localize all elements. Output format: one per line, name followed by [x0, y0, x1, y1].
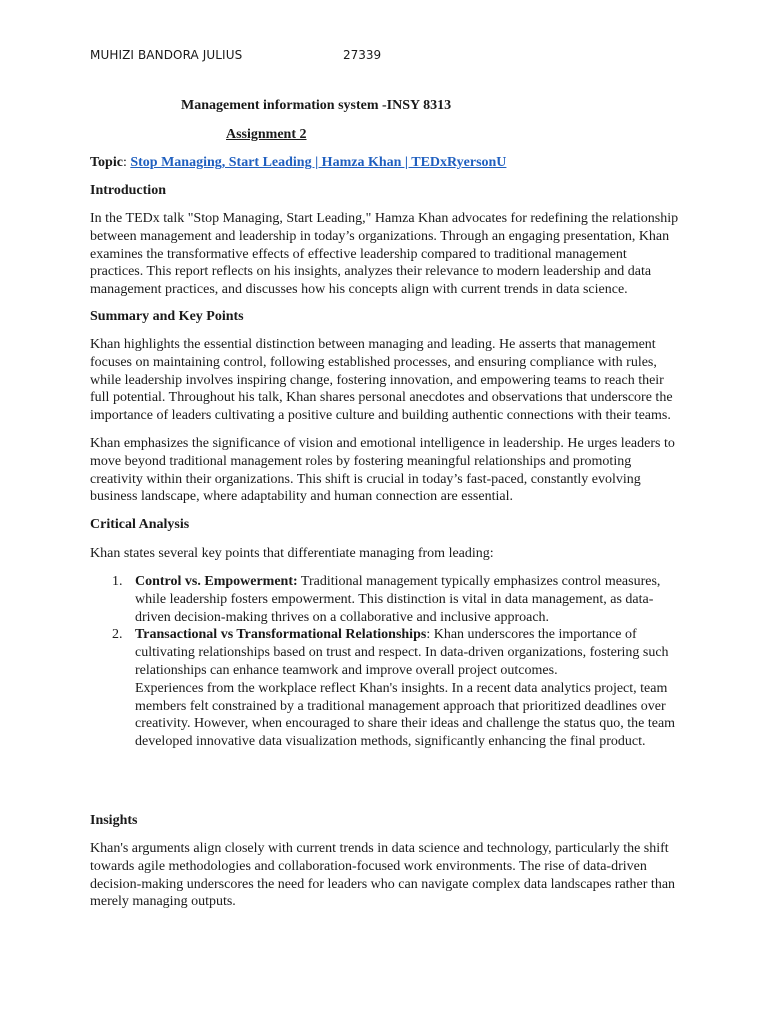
assignment-title: Assignment 2	[226, 127, 307, 142]
topic-link[interactable]: Stop Managing, Start Leading | Hamza Khan | TEDxRyersonU	[130, 155, 507, 170]
summary-heading: Summary and Key Points	[90, 309, 244, 324]
critical-analysis-heading: Critical Analysis	[90, 517, 190, 532]
critical-analysis-intro: Khan states several key points that differentiate managing from leading:	[90, 546, 494, 561]
introduction-paragraph: In the TEDx talk "Stop Managing, Start Leading," Hamza Khan advocates for redefining the relationship between management and leadership in today’s organizations. Through an engaging presentation, Khan examines the transformative effects of effective leadership compared to traditional management practices. This report reflects on his insights, analyzes their relevance to modern leadership and data management practices, and discusses how his concepts align with current trends in data science.	[90, 211, 679, 298]
author-name: MUHIZI BANDORA JULIUS	[90, 48, 243, 62]
list-number: 1.	[112, 574, 123, 589]
topic-line	[90, 155, 506, 171]
list-item	[90, 626, 680, 751]
list-item-text: : Khan underscores the importance of cultivating relationships based on trust and respect. In data-driven organizations, fostering such relationships can enhance teamwork and improve overall project outcomes.	[135, 627, 669, 678]
list-number: 2.	[112, 627, 123, 643]
list-item-title: Control vs. Empowerment:	[135, 574, 298, 589]
list-item-text: Traditional management typically emphasizes control measures, while leadership fosters empowerment. This distinction is vital in data management, as data-driven decision-making thrives on a collaborative and inclusive approach.	[135, 574, 661, 625]
introduction-heading: Introduction	[90, 183, 166, 198]
insights-paragraph: Khan's arguments align closely with current trends in data science and technology, particularly the shift towards agile methodologies and collaboration-focused work environments. The rise of data-driven decision-making underscores the need for leaders who can navigate complex data landscapes rather than merely managing outputs.	[90, 841, 676, 910]
student-id: 27339	[343, 48, 382, 62]
list-item	[90, 573, 680, 626]
summary-paragraph-1: Khan highlights the essential distinction between managing and leading. He asserts that management focuses on maintaining control, following established processes, and ensuring compliance with rules, while leadership involves inspiring change, fostering innovation, and empowering teams to reach their full potential. Throughout his talk, Khan shares personal anecdotes and observations that underscore the importance of leaders cultivating a positive culture and building authentic connections with their teams.	[90, 337, 673, 424]
topic-label: Topic	[90, 155, 123, 170]
insights-heading: Insights	[90, 813, 138, 828]
key-points-list	[90, 573, 680, 751]
workplace-experience-paragraph: Experiences from the workplace reflect Khan's insights. In a recent data analytics project, team members felt constrained by a traditional management approach that prioritized deadlines over creativity. However, when encouraged to share their ideas and challenge the status quo, the team developed innovative data visualization methods, significantly enhancing the final product.	[135, 680, 676, 750]
list-item-title: Transactional vs Transformational Relationships	[135, 627, 427, 643]
summary-paragraph-2: Khan emphasizes the significance of vision and emotional intelligence in leadership. He urges leaders to move beyond traditional management roles by fostering meaningful relationships and promoting creativity within their organizations. This shift is crucial in today’s fast-paced, constantly evolving business landscape, where adaptability and human connection are essential.	[90, 436, 675, 505]
course-title: Management information system -INSY 8313	[181, 98, 452, 113]
topic-separator: :	[122, 155, 131, 170]
